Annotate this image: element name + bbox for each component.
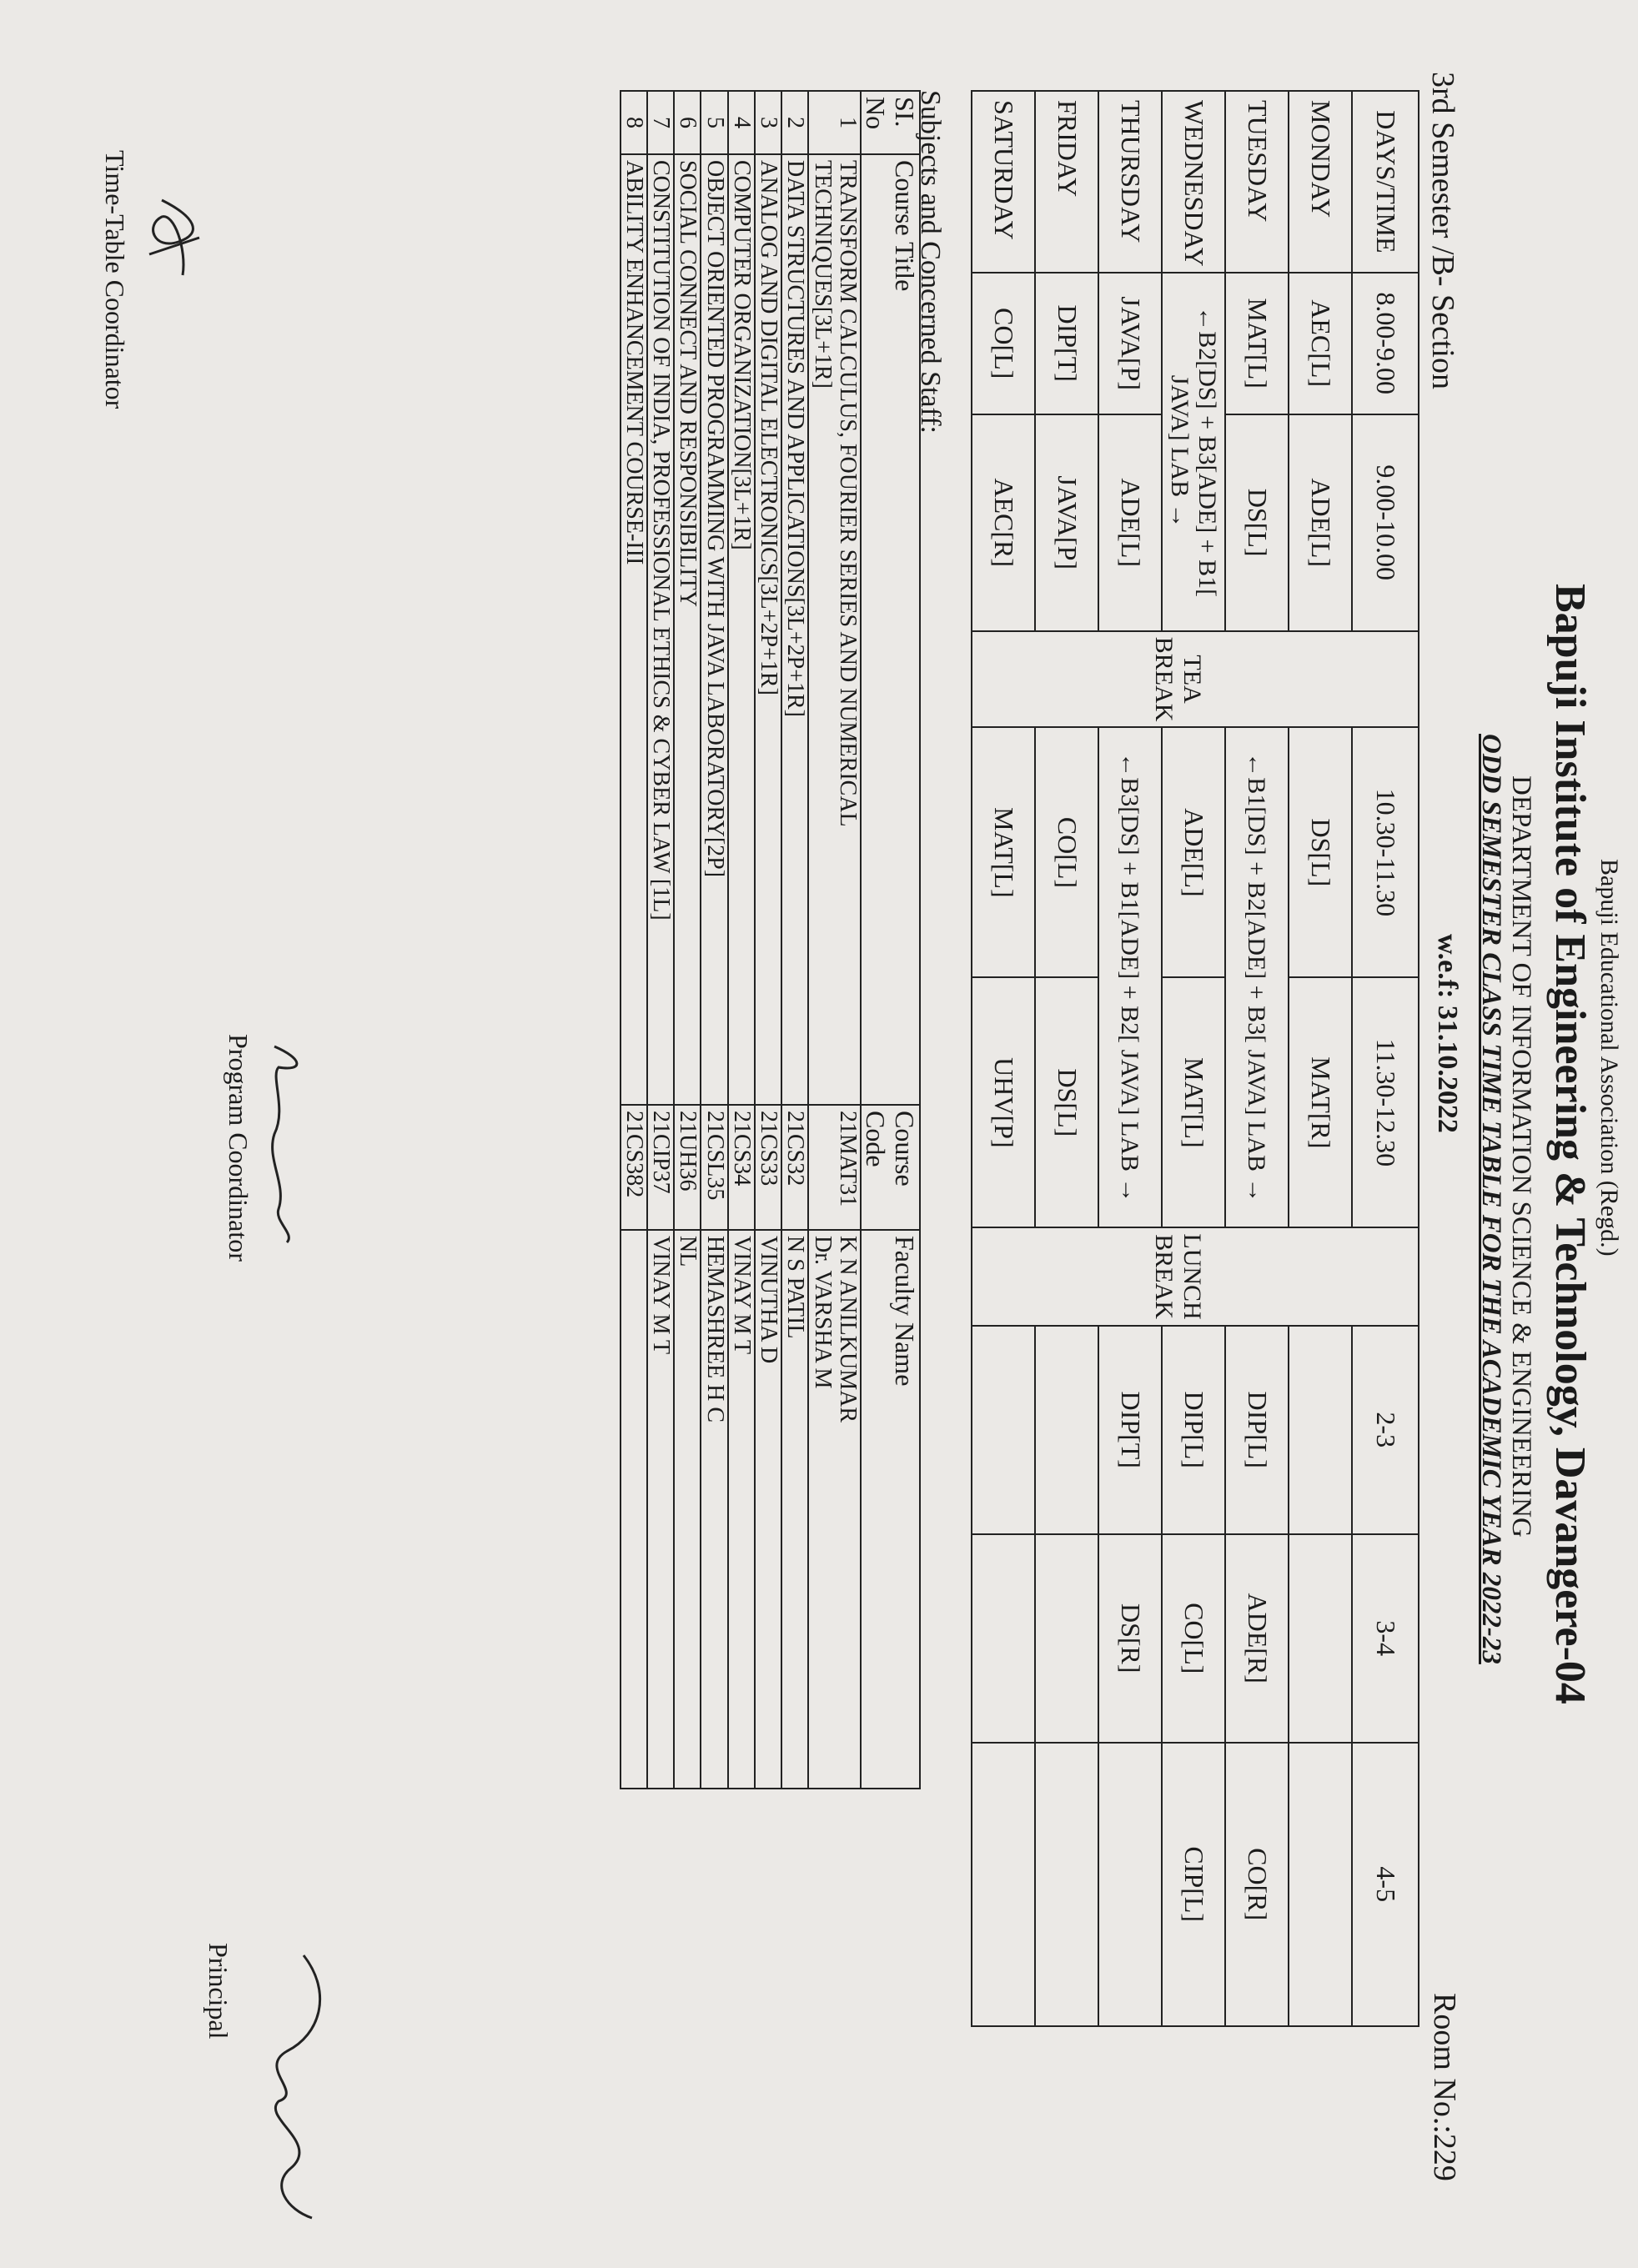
course-code: 21CIP37 bbox=[647, 1105, 674, 1230]
faculty-name-header: Faculty Name bbox=[861, 1230, 920, 1789]
course-title: ANALOG AND DIGITAL ELECTRONICS[3L+2P+1R] bbox=[755, 154, 781, 1105]
sl-no: 8 bbox=[621, 91, 647, 154]
period-cell bbox=[1289, 1326, 1352, 1534]
time-slot-7: 4-5 bbox=[1352, 1743, 1419, 2026]
period-cell: JAVA[P] bbox=[1035, 414, 1098, 631]
day-label: THURSDAY bbox=[1098, 91, 1162, 273]
time-slot-2: 9.00-10.00 bbox=[1352, 414, 1419, 631]
faculty-name: VINAY M T bbox=[728, 1230, 755, 1789]
period-cell: DS[L] bbox=[1225, 414, 1289, 631]
period-cell: DIP[T] bbox=[1035, 273, 1098, 414]
course-code: 21CS32 bbox=[781, 1105, 808, 1230]
break-label: BREAK bbox=[1150, 636, 1178, 722]
subject-row bbox=[674, 91, 701, 1789]
day-label: TUESDAY bbox=[1225, 91, 1289, 273]
timetable-row-friday bbox=[1035, 91, 1098, 2026]
faculty-name: HEMASHREE H C bbox=[701, 1230, 728, 1789]
period-cell bbox=[972, 1534, 1035, 1743]
period-cell: AEC[R] bbox=[972, 414, 1035, 631]
timetable-header-row bbox=[1352, 91, 1419, 2026]
institute-name: Bapuji Institute of Engineering & Technology, Davangere-04 bbox=[1546, 584, 1594, 1704]
subject-row bbox=[701, 91, 728, 1789]
sl-no: 1 bbox=[808, 91, 860, 154]
course-title bbox=[808, 154, 860, 1105]
course-code: 21CS33 bbox=[755, 1105, 781, 1230]
timetable-coordinator-label: Time-Table Coordinator bbox=[100, 150, 130, 409]
association-name: Bapuji Educational Association (Regd.) bbox=[1595, 859, 1623, 1257]
sl-no: 4 bbox=[728, 91, 755, 154]
period-cell: DS[L] bbox=[1035, 977, 1098, 1227]
period-cell: DIP[L] bbox=[1162, 1326, 1225, 1534]
sl-no: 7 bbox=[647, 91, 674, 154]
lunch-break-label: BREAK bbox=[1150, 1234, 1178, 1319]
period-cell: DS[L] bbox=[1289, 727, 1352, 977]
period-cell bbox=[1289, 1743, 1352, 2026]
subject-row bbox=[755, 91, 781, 1789]
sl-no: 5 bbox=[701, 91, 728, 154]
period-cell: ADE[L] bbox=[1162, 727, 1225, 977]
time-slot-4: 11.30-12.30 bbox=[1352, 977, 1419, 1227]
period-cell: MAT[R] bbox=[1289, 977, 1352, 1227]
day-label: WEDNESDAY bbox=[1162, 91, 1225, 273]
days-time-header: DAYS/TIME bbox=[1352, 91, 1419, 273]
faculty-name-line: Dr. VARSHA M bbox=[809, 1236, 836, 1389]
subject-row bbox=[621, 91, 647, 1789]
time-slot-6: 3-4 bbox=[1352, 1534, 1419, 1743]
course-title-line: TECHNIQUES[3L+1R] bbox=[809, 160, 836, 389]
sl-no-header: SI. No bbox=[861, 91, 920, 154]
course-title: ABILITY ENHANCEMENT COURSE-III bbox=[621, 154, 647, 1105]
period-cell bbox=[972, 1326, 1035, 1534]
period-cell: ADE[R] bbox=[1225, 1534, 1289, 1743]
course-title: DATA STRUCTURES AND APPLICATIONS[3L+2P+1R] bbox=[781, 154, 808, 1105]
period-cell: JAVA[P] bbox=[1098, 273, 1162, 414]
tea-break-column bbox=[972, 631, 1419, 728]
semester-section: 3rd Semester /B- Section bbox=[1425, 72, 1460, 389]
timetable-row-saturday bbox=[972, 91, 1035, 2026]
timetable-row-tuesday bbox=[1225, 91, 1289, 2026]
room-number: Room No.:229 bbox=[1427, 1993, 1462, 2181]
department-name: DEPARTMENT OF INFORMATION SCIENCE & ENGINEERING bbox=[1506, 775, 1536, 1538]
faculty-name-line: K N ANILKUMAR bbox=[834, 1236, 861, 1423]
time-slot-1: 8.00-9.00 bbox=[1352, 273, 1419, 414]
course-code-header: Course Code bbox=[861, 1105, 920, 1230]
lab-session-cell: ←B2[DS] + B3[ADE] + B1[ JAVA] LAB → bbox=[1162, 273, 1225, 631]
sl-no: 2 bbox=[781, 91, 808, 154]
period-cell: CO[L] bbox=[1035, 727, 1098, 977]
subject-row bbox=[728, 91, 755, 1789]
timetable-coordinator-signature bbox=[137, 192, 212, 292]
period-cell: DIP[L] bbox=[1225, 1326, 1289, 1534]
class-timetable bbox=[971, 90, 1419, 2027]
timetable-row-monday bbox=[1289, 91, 1352, 2026]
period-cell: ADE[L] bbox=[1098, 414, 1162, 631]
lab-session-cell: ←B1[DS] + B2[ADE] + B3[ JAVA] LAB → bbox=[1225, 727, 1289, 1227]
timetable-title: ODD SEMESTER CLASS TIME TABLE FOR THE ACADEMIC YEAR 2022-23 bbox=[1476, 734, 1506, 1664]
subjects-table bbox=[620, 90, 921, 1789]
subjects-heading: Subjects and Concerned Staff: bbox=[915, 90, 946, 434]
period-cell bbox=[1035, 1534, 1098, 1743]
period-cell: DS[R] bbox=[1098, 1534, 1162, 1743]
faculty-name bbox=[621, 1230, 647, 1789]
period-cell: CO[L] bbox=[972, 273, 1035, 414]
tea-label: TEA bbox=[1178, 655, 1206, 704]
effective-date: w.e.f: 31.10.2022 bbox=[1432, 934, 1463, 1133]
period-cell: CIP[L] bbox=[1162, 1743, 1225, 2026]
period-cell bbox=[1098, 1743, 1162, 2026]
period-cell: ADE[L] bbox=[1289, 414, 1352, 631]
day-label: MONDAY bbox=[1289, 91, 1352, 273]
period-cell: UHV[P] bbox=[972, 977, 1035, 1227]
sl-no: 3 bbox=[755, 91, 781, 154]
course-title-header: Course Title bbox=[861, 154, 920, 1105]
sl-no: 6 bbox=[674, 91, 701, 154]
faculty-name: VINUTHA D bbox=[755, 1230, 781, 1789]
day-label: FRIDAY bbox=[1035, 91, 1098, 273]
lab-session-cell: ←B3[DS] + B1[ADE] + B2[ JAVA] LAB → bbox=[1098, 727, 1162, 1227]
subject-row bbox=[781, 91, 808, 1789]
program-coordinator-signature bbox=[254, 1042, 312, 1259]
lunch-label: LUNCH bbox=[1178, 1233, 1206, 1320]
subjects-header-row bbox=[861, 91, 920, 1789]
faculty-name: N S PATIL bbox=[781, 1230, 808, 1789]
course-code: 21UH36 bbox=[674, 1105, 701, 1230]
course-title: OBJECT ORIENTED PROGRAMMING WITH JAVA LABORATORY[2P] bbox=[701, 154, 728, 1105]
period-cell: MAT[L] bbox=[1162, 977, 1225, 1227]
course-code: 21CSL35 bbox=[701, 1105, 728, 1230]
course-code: 21CS34 bbox=[728, 1105, 755, 1230]
principal-signature bbox=[245, 1943, 337, 2226]
period-cell bbox=[1035, 1743, 1098, 2026]
course-title: SOCIAL CONNECT AND RESPONSIBILITY bbox=[674, 154, 701, 1105]
course-title-line: TRANSFORM CALCULUS, FOURIER SERIES AND NUMERICAL bbox=[834, 160, 861, 827]
course-title: COMPUTER ORGANIZATION[3L+1R] bbox=[728, 154, 755, 1105]
subject-row bbox=[808, 91, 860, 1789]
course-code: 21CS382 bbox=[621, 1105, 647, 1230]
period-cell: CO[R] bbox=[1225, 1743, 1289, 2026]
faculty-name: VINAY M T bbox=[647, 1230, 674, 1789]
period-cell: CO[L] bbox=[1162, 1534, 1225, 1743]
period-cell: MAT[L] bbox=[972, 727, 1035, 977]
time-slot-3: 10.30-11.30 bbox=[1352, 727, 1419, 977]
day-label: SATURDAY bbox=[972, 91, 1035, 273]
period-cell bbox=[972, 1743, 1035, 2026]
period-cell: DIP[T] bbox=[1098, 1326, 1162, 1534]
period-cell: AEC[L] bbox=[1289, 273, 1352, 414]
faculty-name bbox=[808, 1230, 860, 1789]
principal-label: Principal bbox=[203, 1943, 234, 2040]
timetable-row-wednesday bbox=[1162, 91, 1225, 2026]
time-slot-5: 2-3 bbox=[1352, 1326, 1419, 1534]
subject-row bbox=[647, 91, 674, 1789]
timetable-row-thursday bbox=[1098, 91, 1162, 2026]
period-cell bbox=[1289, 1534, 1352, 1743]
faculty-name: NL bbox=[674, 1230, 701, 1789]
period-cell bbox=[1035, 1326, 1098, 1534]
course-title: CONSTITUTION OF INDIA, PROFESSIONAL ETHICS & CYBER LAW [1L] bbox=[647, 154, 674, 1105]
course-code: 21MAT31 bbox=[808, 1105, 860, 1230]
program-coordinator-label: Program Coordinator bbox=[224, 1034, 254, 1262]
period-cell: MAT[L] bbox=[1225, 273, 1289, 414]
lunch-break-column bbox=[972, 1227, 1419, 1325]
